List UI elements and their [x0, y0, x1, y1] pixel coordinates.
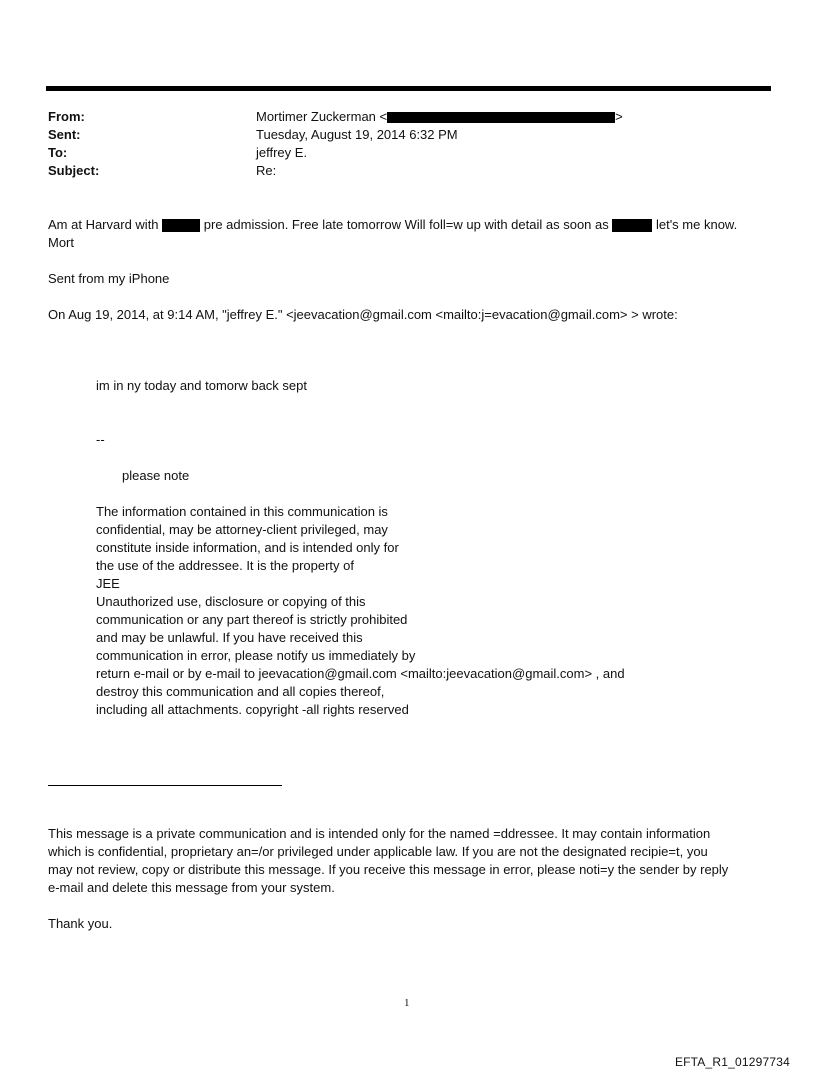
redaction-block — [162, 219, 200, 232]
from-name: Mortimer Zuckerman < — [256, 109, 388, 124]
signature-mort: Mort — [48, 235, 74, 250]
from-close: > — [615, 109, 623, 124]
sent-label: Sent: — [48, 127, 81, 142]
footer-notice-line: which is confidential, proprietary an=/or privileged under applicable law. If you are not the designated recipie=t, you — [48, 844, 708, 859]
disclaimer-line: and may be unlawful. If you have received this — [96, 630, 363, 645]
to-label: To: — [48, 145, 68, 160]
thank-you: Thank you. — [48, 916, 113, 931]
body-line-1-part-b: pre admission. Free late tomorrow Will foll=w up with detail as soon as — [200, 217, 613, 232]
subject-value: Re: — [256, 163, 277, 178]
footer-notice-line: may not review, copy or distribute this message. If you receive this message in error, please noti=y the sender by reply — [48, 862, 729, 877]
page-number: 1 — [404, 997, 410, 1009]
sent-value: Tuesday, August 19, 2014 6:32 PM — [256, 127, 458, 142]
signature-separator: -- — [96, 432, 105, 447]
footer-notice-line: This message is a private communication and is intended only for the named =ddressee. It may contain information — [48, 826, 711, 841]
redaction-block — [387, 112, 615, 123]
disclaimer-line: communication in error, please notify us immediately by — [96, 648, 416, 663]
sent-from-line: Sent from my iPhone — [48, 271, 170, 286]
footer-rule — [48, 785, 282, 786]
document-id: EFTA_R1_01297734 — [674, 1055, 790, 1069]
disclaimer-line: the use of the addressee. It is the property of — [96, 558, 354, 573]
body-line-1-part-a: Am at Harvard with — [48, 217, 163, 232]
please-note: please note — [122, 468, 190, 483]
header-top-rule — [46, 86, 771, 91]
to-value: jeffrey E. — [256, 145, 308, 160]
disclaimer-line: confidential, may be attorney-client privileged, may — [96, 522, 388, 537]
disclaimer-line: including all attachments. copyright -all rights reserved — [96, 702, 409, 717]
body-line-1 — [48, 216, 737, 234]
redaction-block — [612, 219, 652, 232]
disclaimer-line: constitute inside information, and is intended only for — [96, 540, 399, 555]
subject-label: Subject: — [48, 163, 100, 178]
body-line-1-part-c: let's me know. — [652, 217, 738, 232]
disclaimer-line: The information contained in this communication is — [96, 504, 388, 519]
disclaimer-line: Unauthorized use, disclosure or copying of this — [96, 594, 366, 609]
disclaimer-line: JEE — [96, 576, 120, 591]
from-value — [256, 108, 623, 126]
footer-notice-line: e-mail and delete this message from your system. — [48, 880, 335, 895]
disclaimer-line: return e-mail or by e-mail to jeevacation@gmail.com <mailto:jeevacation@gmail.com> , and — [96, 666, 625, 681]
disclaimer-line: destroy this communication and all copies thereof, — [96, 684, 385, 699]
disclaimer-line: communication or any part thereof is strictly prohibited — [96, 612, 408, 627]
from-label: From: — [48, 109, 85, 124]
quoted-message: im in ny today and tomorw back sept — [96, 378, 307, 393]
quote-intro: On Aug 19, 2014, at 9:14 AM, "jeffrey E." <jeevacation@gmail.com <mailto:j=evacation@gmail.com> > wrote: — [48, 307, 678, 322]
